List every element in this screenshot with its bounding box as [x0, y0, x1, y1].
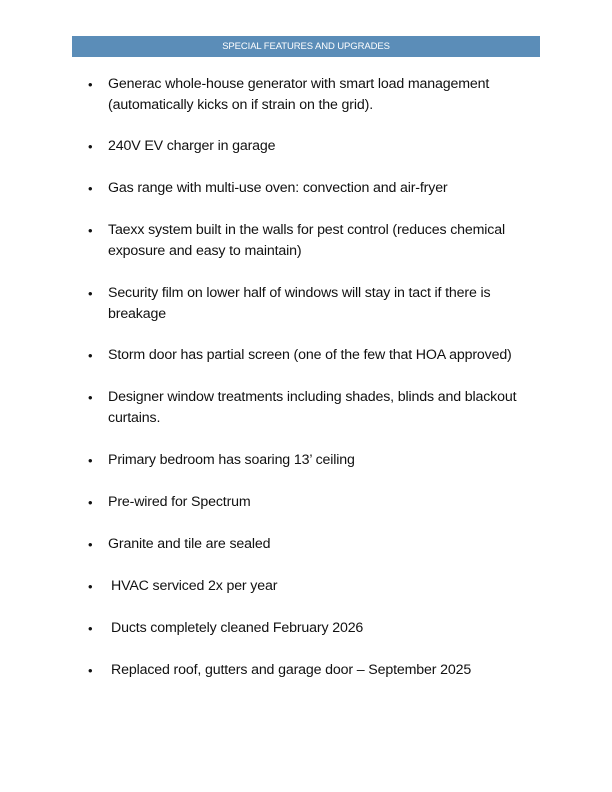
- bullet-icon: •: [88, 537, 93, 552]
- list-item: [88, 387, 548, 429]
- bullet-icon: •: [88, 621, 93, 636]
- bullet-icon: •: [88, 223, 93, 238]
- list-item-text: Primary bedroom has soaring 13’ ceiling: [108, 452, 355, 468]
- list-item-text: 240V EV charger in garage: [108, 138, 276, 154]
- list-item: [88, 492, 548, 513]
- list-item-text: Pre-wired for Spectrum: [108, 494, 251, 510]
- bullet-icon: •: [88, 286, 93, 301]
- bullet-icon: •: [88, 579, 93, 594]
- list-item: [88, 576, 548, 597]
- list-item-text: Taexx system built in the walls for pest control (reduces chemical exposure and easy to maintain): [108, 222, 505, 259]
- list-item: [88, 74, 548, 116]
- bullet-icon: •: [88, 495, 93, 510]
- list-item-text: Security film on lower half of windows will stay in tact if there is breakage: [108, 285, 491, 322]
- list-item: [88, 345, 548, 366]
- list-item-text: Gas range with multi-use oven: convection and air-fryer: [108, 180, 448, 196]
- bullet-icon: •: [88, 348, 93, 363]
- list-item-text: HVAC serviced 2x per year: [111, 578, 278, 594]
- list-item: [88, 136, 548, 157]
- bullet-icon: •: [88, 139, 93, 154]
- list-item: [88, 283, 548, 325]
- list-item: [88, 618, 548, 639]
- bullet-icon: •: [88, 390, 93, 405]
- list-item: [88, 534, 548, 555]
- section-title: SPECIAL FEATURES AND UPGRADES: [222, 41, 390, 52]
- bullet-icon: •: [88, 453, 93, 468]
- list-item-text: Replaced roof, gutters and garage door – September 2025: [111, 662, 472, 678]
- list-item-text: Granite and tile are sealed: [108, 536, 271, 552]
- list-item: [88, 660, 548, 681]
- list-item-text: Storm door has partial screen (one of the few that HOA approved): [108, 347, 512, 363]
- list-item: [88, 450, 548, 471]
- list-item: [88, 178, 548, 199]
- bullet-icon: •: [88, 77, 93, 92]
- bullet-icon: •: [88, 181, 93, 196]
- list-item-text: Generac whole-house generator with smart load management (automatically kicks on if strain on the grid).: [108, 76, 490, 113]
- list-item: [88, 220, 548, 262]
- list-item-text: Ducts completely cleaned February 2026: [111, 620, 364, 636]
- bullet-icon: •: [88, 663, 93, 678]
- list-item-text: Designer window treatments including shades, blinds and blackout curtains.: [108, 389, 517, 426]
